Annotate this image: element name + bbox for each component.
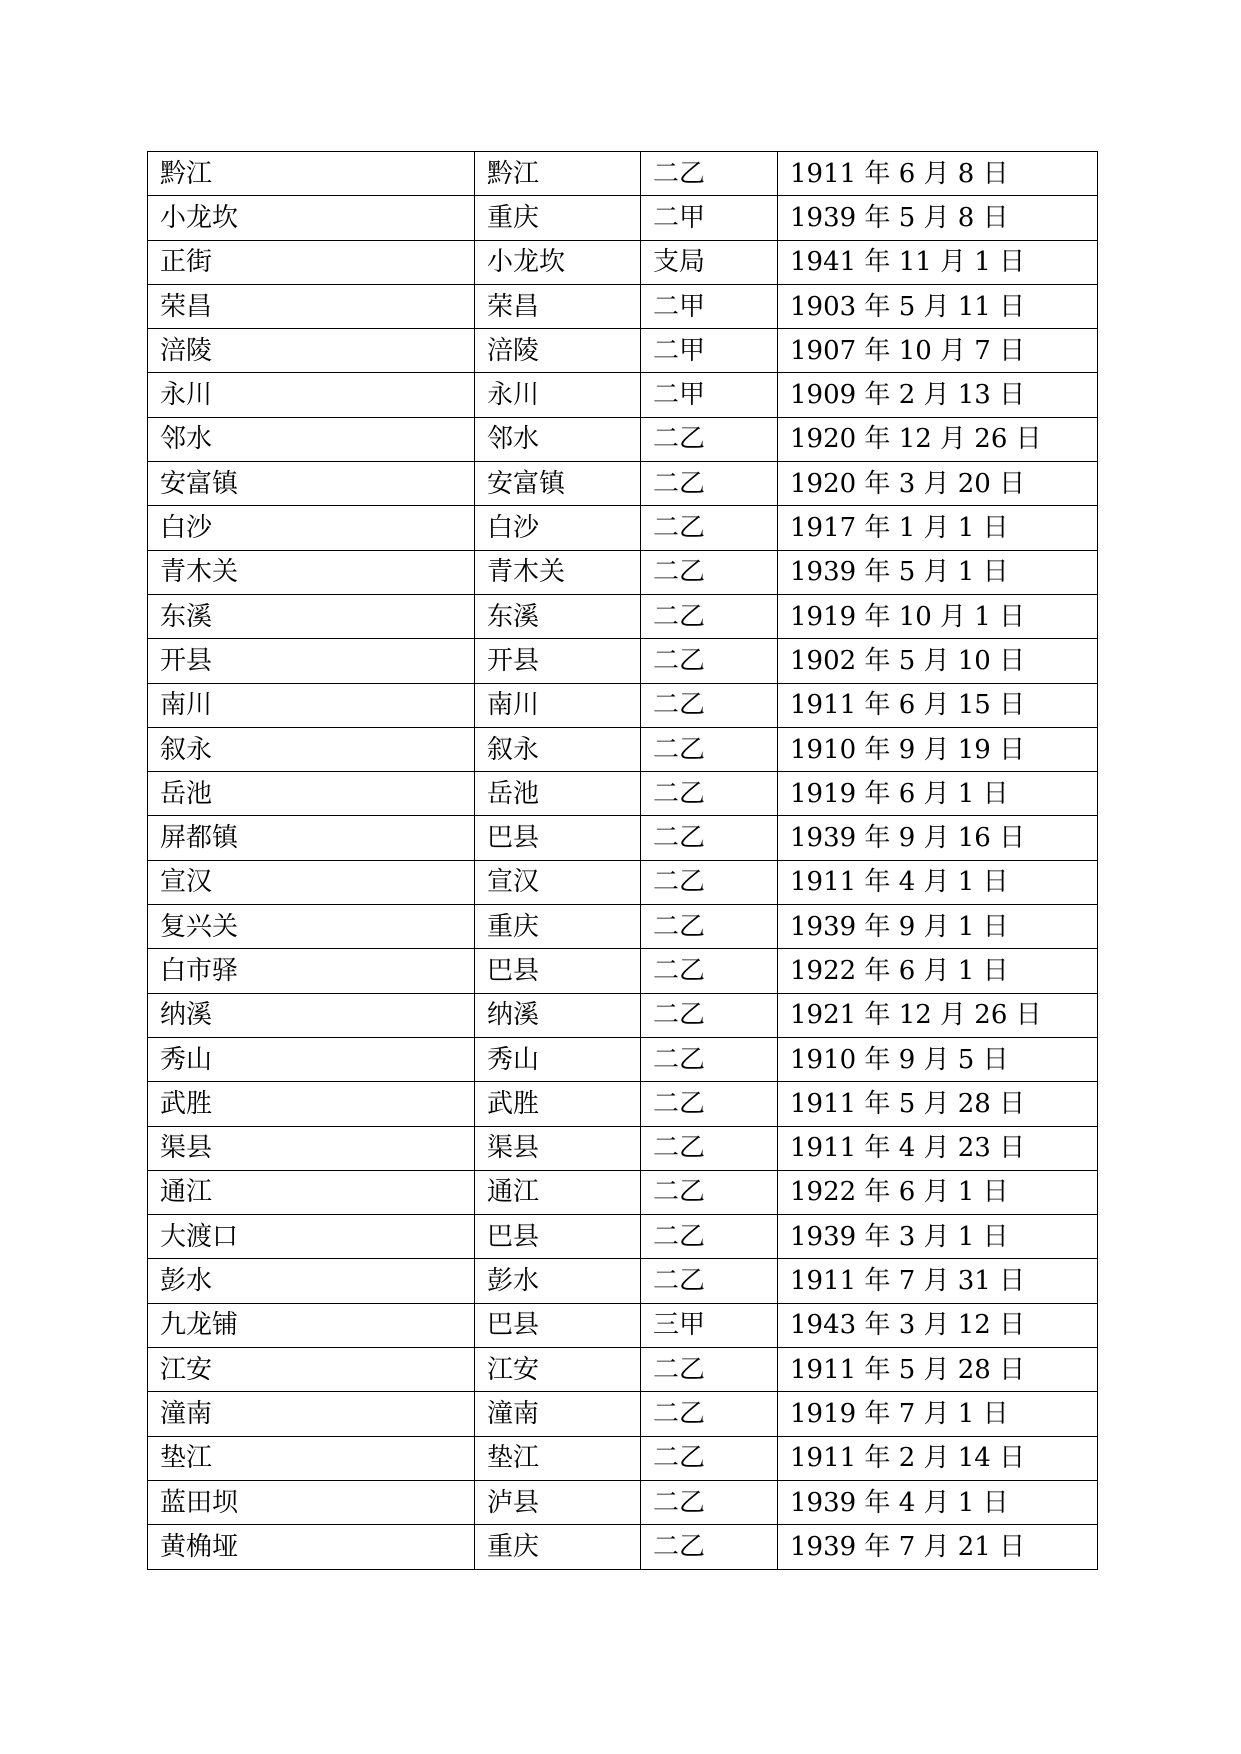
grade-cell: 二乙 bbox=[641, 1126, 778, 1170]
established-date-cell: 1919 年 10 月 1 日 bbox=[778, 594, 1098, 638]
grade-cell: 二乙 bbox=[641, 683, 778, 727]
grade-cell: 二乙 bbox=[641, 1525, 778, 1569]
office-name-cell: 南川 bbox=[148, 683, 475, 727]
grade-cell: 二乙 bbox=[641, 1170, 778, 1214]
office-name-cell: 屏都镇 bbox=[148, 816, 475, 860]
office-name-cell: 通江 bbox=[148, 1170, 475, 1214]
office-name-cell: 开县 bbox=[148, 639, 475, 683]
grade-cell: 二乙 bbox=[641, 1480, 778, 1524]
established-date-cell: 1920 年 12 月 26 日 bbox=[778, 417, 1098, 461]
county-cell: 白沙 bbox=[475, 506, 641, 550]
county-cell: 东溪 bbox=[475, 594, 641, 638]
established-date-cell: 1911 年 2 月 14 日 bbox=[778, 1436, 1098, 1480]
established-date-cell: 1939 年 3 月 1 日 bbox=[778, 1215, 1098, 1259]
county-cell: 邻水 bbox=[475, 417, 641, 461]
established-date-cell: 1902 年 5 月 10 日 bbox=[778, 639, 1098, 683]
grade-cell: 二甲 bbox=[641, 284, 778, 328]
county-cell: 涪陵 bbox=[475, 329, 641, 373]
county-cell: 通江 bbox=[475, 1170, 641, 1214]
office-name-cell: 纳溪 bbox=[148, 993, 475, 1037]
established-date-cell: 1922 年 6 月 1 日 bbox=[778, 1170, 1098, 1214]
grade-cell: 二乙 bbox=[641, 417, 778, 461]
county-cell: 巴县 bbox=[475, 816, 641, 860]
grade-cell: 二乙 bbox=[641, 905, 778, 949]
grade-cell: 二乙 bbox=[641, 860, 778, 904]
grade-cell: 二乙 bbox=[641, 639, 778, 683]
established-date-cell: 1939 年 5 月 8 日 bbox=[778, 196, 1098, 240]
table-body bbox=[148, 152, 1098, 1570]
table-row bbox=[148, 1480, 1098, 1524]
office-name-cell: 东溪 bbox=[148, 594, 475, 638]
established-date-cell: 1919 年 6 月 1 日 bbox=[778, 772, 1098, 816]
established-date-cell: 1921 年 12 月 26 日 bbox=[778, 993, 1098, 1037]
table-row bbox=[148, 506, 1098, 550]
county-cell: 秀山 bbox=[475, 1037, 641, 1081]
grade-cell: 二乙 bbox=[641, 772, 778, 816]
grade-cell: 二乙 bbox=[641, 816, 778, 860]
table-row bbox=[148, 284, 1098, 328]
table-row bbox=[148, 1303, 1098, 1347]
established-date-cell: 1922 年 6 月 1 日 bbox=[778, 949, 1098, 993]
county-cell: 岳池 bbox=[475, 772, 641, 816]
office-name-cell: 复兴关 bbox=[148, 905, 475, 949]
office-name-cell: 潼南 bbox=[148, 1392, 475, 1436]
county-cell: 渠县 bbox=[475, 1126, 641, 1170]
table-row bbox=[148, 860, 1098, 904]
grade-cell: 三甲 bbox=[641, 1303, 778, 1347]
established-date-cell: 1911 年 5 月 28 日 bbox=[778, 1082, 1098, 1126]
table-row bbox=[148, 1215, 1098, 1259]
table-row bbox=[148, 1525, 1098, 1569]
table-row bbox=[148, 639, 1098, 683]
office-name-cell: 邻水 bbox=[148, 417, 475, 461]
established-date-cell: 1910 年 9 月 19 日 bbox=[778, 727, 1098, 771]
established-date-cell: 1907 年 10 月 7 日 bbox=[778, 329, 1098, 373]
table-row bbox=[148, 196, 1098, 240]
table-row bbox=[148, 594, 1098, 638]
county-cell: 永川 bbox=[475, 373, 641, 417]
table-row bbox=[148, 1037, 1098, 1081]
county-cell: 泸县 bbox=[475, 1480, 641, 1524]
county-cell: 江安 bbox=[475, 1348, 641, 1392]
grade-cell: 二乙 bbox=[641, 949, 778, 993]
established-date-cell: 1920 年 3 月 20 日 bbox=[778, 462, 1098, 506]
county-cell: 青木关 bbox=[475, 550, 641, 594]
established-date-cell: 1911 年 6 月 15 日 bbox=[778, 683, 1098, 727]
county-cell: 潼南 bbox=[475, 1392, 641, 1436]
grade-cell: 二甲 bbox=[641, 329, 778, 373]
established-date-cell: 1939 年 7 月 21 日 bbox=[778, 1525, 1098, 1569]
table-row bbox=[148, 1392, 1098, 1436]
table-row bbox=[148, 949, 1098, 993]
county-cell: 叙永 bbox=[475, 727, 641, 771]
county-cell: 垫江 bbox=[475, 1436, 641, 1480]
county-cell: 重庆 bbox=[475, 905, 641, 949]
office-name-cell: 白沙 bbox=[148, 506, 475, 550]
office-name-cell: 武胜 bbox=[148, 1082, 475, 1126]
grade-cell: 二乙 bbox=[641, 727, 778, 771]
office-name-cell: 白市驿 bbox=[148, 949, 475, 993]
office-name-cell: 江安 bbox=[148, 1348, 475, 1392]
established-date-cell: 1941 年 11 月 1 日 bbox=[778, 240, 1098, 284]
post-office-table bbox=[147, 151, 1098, 1570]
county-cell: 南川 bbox=[475, 683, 641, 727]
county-cell: 巴县 bbox=[475, 1215, 641, 1259]
table-row bbox=[148, 462, 1098, 506]
grade-cell: 二乙 bbox=[641, 1392, 778, 1436]
county-cell: 安富镇 bbox=[475, 462, 641, 506]
office-name-cell: 蓝田坝 bbox=[148, 1480, 475, 1524]
table-row bbox=[148, 727, 1098, 771]
county-cell: 巴县 bbox=[475, 949, 641, 993]
office-name-cell: 青木关 bbox=[148, 550, 475, 594]
county-cell: 重庆 bbox=[475, 1525, 641, 1569]
table-row bbox=[148, 240, 1098, 284]
office-name-cell: 大渡口 bbox=[148, 1215, 475, 1259]
table-row bbox=[148, 1126, 1098, 1170]
county-cell: 开县 bbox=[475, 639, 641, 683]
table-row bbox=[148, 1170, 1098, 1214]
established-date-cell: 1919 年 7 月 1 日 bbox=[778, 1392, 1098, 1436]
established-date-cell: 1911 年 4 月 23 日 bbox=[778, 1126, 1098, 1170]
established-date-cell: 1911 年 7 月 31 日 bbox=[778, 1259, 1098, 1303]
established-date-cell: 1917 年 1 月 1 日 bbox=[778, 506, 1098, 550]
county-cell: 小龙坎 bbox=[475, 240, 641, 284]
office-name-cell: 小龙坎 bbox=[148, 196, 475, 240]
grade-cell: 二乙 bbox=[641, 1259, 778, 1303]
county-cell: 宣汉 bbox=[475, 860, 641, 904]
established-date-cell: 1939 年 9 月 1 日 bbox=[778, 905, 1098, 949]
grade-cell: 二乙 bbox=[641, 1215, 778, 1259]
table-row bbox=[148, 329, 1098, 373]
office-name-cell: 岳池 bbox=[148, 772, 475, 816]
county-cell: 黔江 bbox=[475, 152, 641, 196]
established-date-cell: 1911 年 6 月 8 日 bbox=[778, 152, 1098, 196]
county-cell: 彭水 bbox=[475, 1259, 641, 1303]
table-row bbox=[148, 1082, 1098, 1126]
established-date-cell: 1939 年 9 月 16 日 bbox=[778, 816, 1098, 860]
established-date-cell: 1909 年 2 月 13 日 bbox=[778, 373, 1098, 417]
office-name-cell: 永川 bbox=[148, 373, 475, 417]
office-name-cell: 安富镇 bbox=[148, 462, 475, 506]
grade-cell: 二乙 bbox=[641, 152, 778, 196]
grade-cell: 支局 bbox=[641, 240, 778, 284]
grade-cell: 二乙 bbox=[641, 462, 778, 506]
office-name-cell: 宣汉 bbox=[148, 860, 475, 904]
established-date-cell: 1939 年 5 月 1 日 bbox=[778, 550, 1098, 594]
table-row bbox=[148, 772, 1098, 816]
office-name-cell: 九龙铺 bbox=[148, 1303, 475, 1347]
grade-cell: 二乙 bbox=[641, 1037, 778, 1081]
table-row bbox=[148, 550, 1098, 594]
office-name-cell: 叙永 bbox=[148, 727, 475, 771]
office-name-cell: 正街 bbox=[148, 240, 475, 284]
table-row bbox=[148, 1436, 1098, 1480]
table-row bbox=[148, 152, 1098, 196]
county-cell: 荣昌 bbox=[475, 284, 641, 328]
office-name-cell: 黄桷垭 bbox=[148, 1525, 475, 1569]
county-cell: 巴县 bbox=[475, 1303, 641, 1347]
table-row bbox=[148, 816, 1098, 860]
table-row bbox=[148, 905, 1098, 949]
office-name-cell: 秀山 bbox=[148, 1037, 475, 1081]
table-row bbox=[148, 993, 1098, 1037]
grade-cell: 二乙 bbox=[641, 993, 778, 1037]
office-name-cell: 涪陵 bbox=[148, 329, 475, 373]
grade-cell: 二乙 bbox=[641, 594, 778, 638]
table-row bbox=[148, 1259, 1098, 1303]
grade-cell: 二乙 bbox=[641, 1436, 778, 1480]
grade-cell: 二甲 bbox=[641, 373, 778, 417]
grade-cell: 二乙 bbox=[641, 506, 778, 550]
office-name-cell: 彭水 bbox=[148, 1259, 475, 1303]
established-date-cell: 1903 年 5 月 11 日 bbox=[778, 284, 1098, 328]
office-name-cell: 荣昌 bbox=[148, 284, 475, 328]
county-cell: 纳溪 bbox=[475, 993, 641, 1037]
office-name-cell: 黔江 bbox=[148, 152, 475, 196]
grade-cell: 二乙 bbox=[641, 1348, 778, 1392]
established-date-cell: 1911 年 5 月 28 日 bbox=[778, 1348, 1098, 1392]
established-date-cell: 1910 年 9 月 5 日 bbox=[778, 1037, 1098, 1081]
grade-cell: 二乙 bbox=[641, 1082, 778, 1126]
county-cell: 武胜 bbox=[475, 1082, 641, 1126]
grade-cell: 二甲 bbox=[641, 196, 778, 240]
table-row bbox=[148, 373, 1098, 417]
office-name-cell: 垫江 bbox=[148, 1436, 475, 1480]
grade-cell: 二乙 bbox=[641, 550, 778, 594]
table-row bbox=[148, 683, 1098, 727]
table-row bbox=[148, 417, 1098, 461]
established-date-cell: 1943 年 3 月 12 日 bbox=[778, 1303, 1098, 1347]
office-name-cell: 渠县 bbox=[148, 1126, 475, 1170]
established-date-cell: 1939 年 4 月 1 日 bbox=[778, 1480, 1098, 1524]
table-row bbox=[148, 1348, 1098, 1392]
county-cell: 重庆 bbox=[475, 196, 641, 240]
established-date-cell: 1911 年 4 月 1 日 bbox=[778, 860, 1098, 904]
